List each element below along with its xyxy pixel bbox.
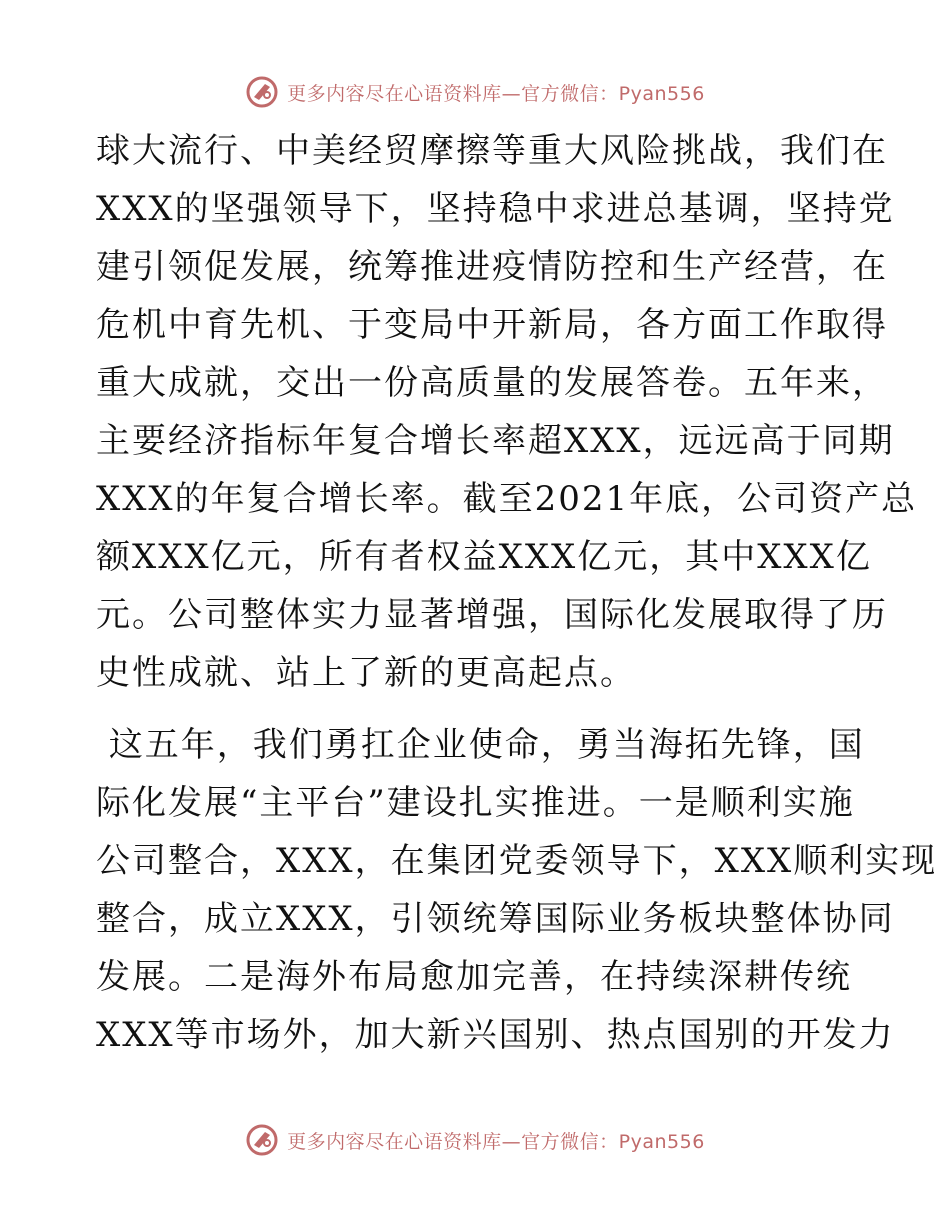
footer-text: 更多内容尽在心语资料库—官方微信：Pyan556	[287, 1130, 705, 1153]
header-text: 更多内容尽在心语资料库—官方微信：Pyan556	[287, 82, 705, 105]
text-line: XXX的坚强领导下，坚持稳中求进总基调，坚持党	[96, 189, 895, 229]
text-line: 建引领促发展，统筹推进疫情防控和生产经营，在	[96, 247, 888, 287]
text-line: 主要经济指标年复合增长率超XXX，远远高于同期	[96, 421, 895, 461]
text-line: 际化发展“主平台”建设扎实推进。一是顺利实施	[96, 783, 855, 823]
text-line: 元。公司整体实力显著增强，国际化发展取得了历	[96, 595, 888, 635]
text-line: 这五年，我们勇扛企业使命，勇当海拓先锋，国	[96, 725, 865, 765]
seal-logo-icon	[245, 75, 279, 109]
text-line: 史性成就、站上了新的更高起点。	[96, 653, 636, 693]
text-line: 公司整合，XXX，在集团党委领导下，XXX顺利实现	[96, 841, 938, 881]
text-line: 整合，成立XXX，引领统筹国际业务板块整体协同	[96, 899, 895, 939]
text-line: 发展。二是海外布局愈加完善，在持续深耕传统	[96, 957, 852, 997]
seal-logo-icon	[245, 1123, 279, 1157]
paragraph-2	[96, 716, 938, 1064]
text-line: 额XXX亿元，所有者权益XXX亿元，其中XXX亿	[96, 537, 872, 577]
text-line: 球大流行、中美经贸摩擦等重大风险挑战，我们在	[96, 131, 888, 171]
footer-watermark	[0, 1120, 950, 1160]
text-line: 危机中育先机、于变局中开新局，各方面工作取得	[96, 305, 888, 345]
paragraph-spacer	[96, 702, 856, 716]
text-line: 重大成就，交出一份高质量的发展答卷。五年来，	[96, 363, 888, 403]
text-line: XXX等市场外，加大新兴国别、热点国别的开发力	[96, 1015, 895, 1055]
text-line: XXX的年复合增长率。截至2021年底，公司资产总	[96, 479, 918, 519]
header-watermark	[0, 72, 950, 112]
paragraph-1	[96, 122, 918, 702]
document-body	[96, 122, 938, 1064]
